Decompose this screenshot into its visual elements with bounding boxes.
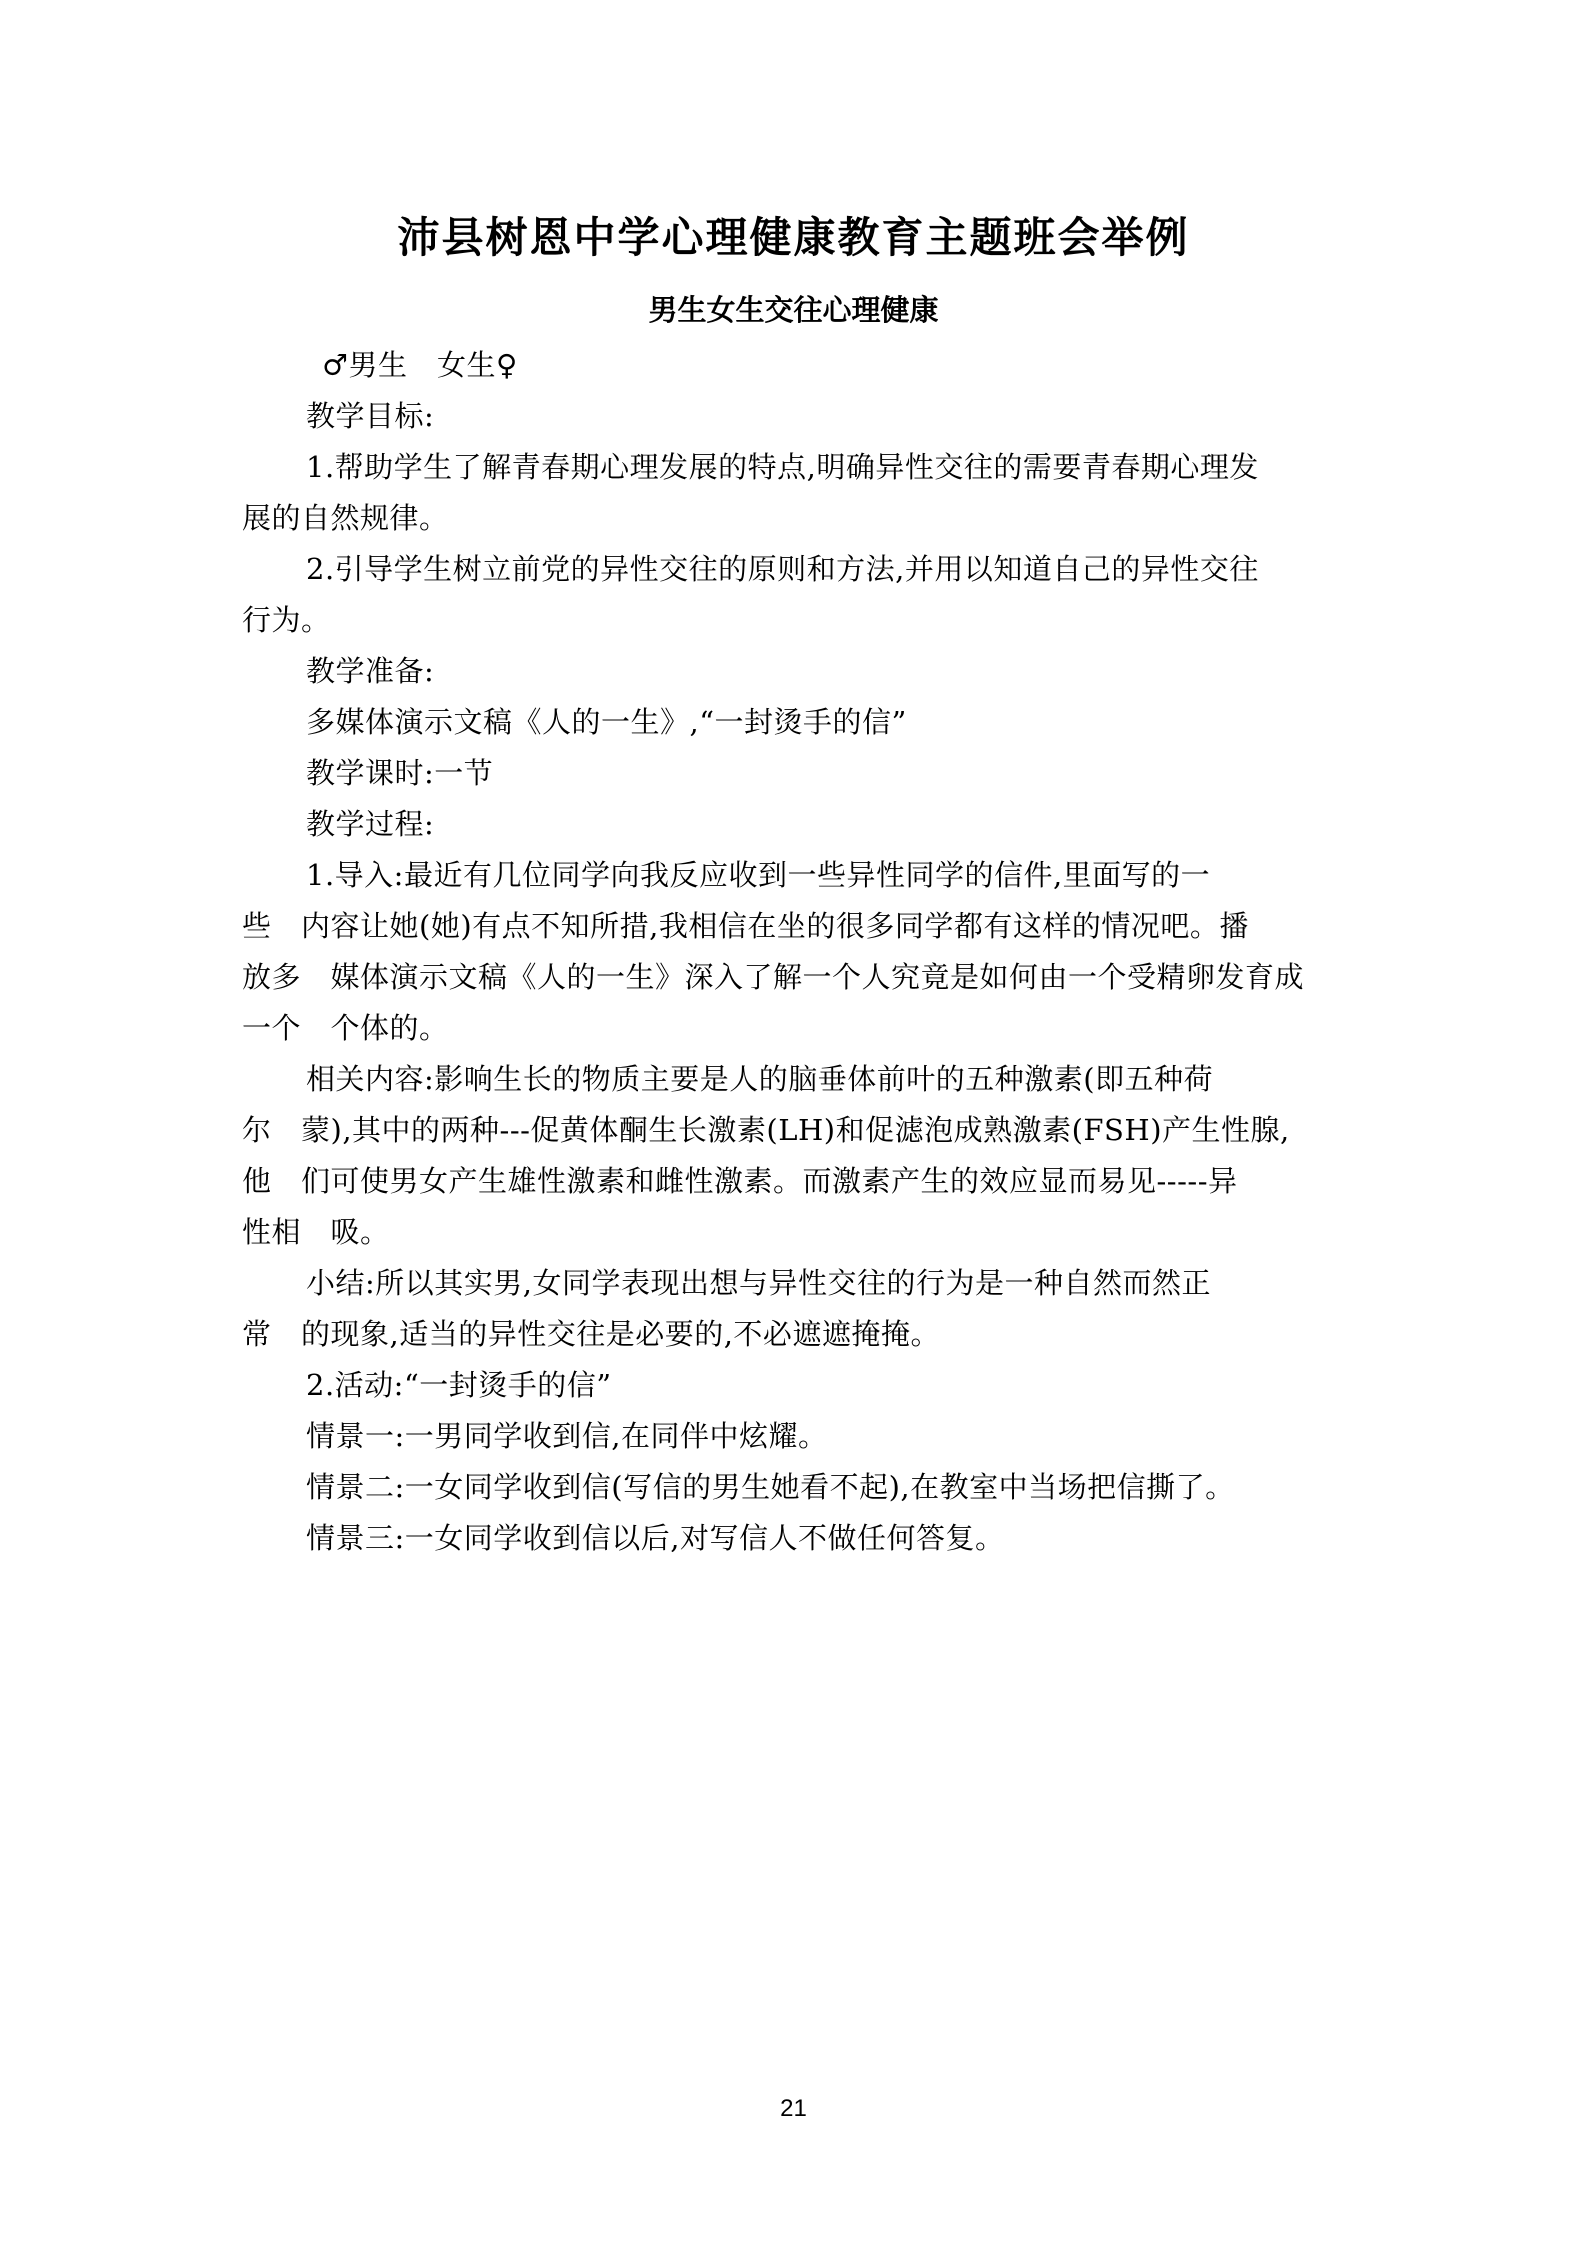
scenario-line: 情景二:一女同学收到信(写信的男生她看不起),在教室中当场把信撕了。: [306, 1470, 1235, 1504]
paragraph-line: 他 们可使男女产生雄性激素和雌性激素。而激素产生的效应显而易见-----异: [242, 1164, 1238, 1198]
paragraph-line: 性相 吸。: [242, 1215, 390, 1249]
scenario-line: 情景三:一女同学收到信以后,对写信人不做任何答复。: [306, 1521, 1005, 1555]
paragraph-line: 尔 蒙),其中的两种---促黄体酮生长激素(LH)和促滤泡成熟激素(FSH)产生性腺,: [242, 1113, 1290, 1147]
paragraph-line: 2.活动:“一封烫手的信”: [306, 1368, 612, 1402]
paragraph-line: 多媒体演示文稿《人的一生》,“一封烫手的信”: [306, 705, 907, 739]
section-heading-preparation: 教学准备:: [306, 654, 435, 688]
paragraph-line: 1.导入:最近有几位同学向我反应收到一些异性同学的信件,里面写的一: [306, 858, 1211, 892]
document-title: 沛县树恩中学心理健康教育主题班会举例: [397, 213, 1190, 262]
section-heading-goals: 教学目标:: [306, 399, 435, 433]
section-heading-duration: 教学课时:一节: [306, 756, 494, 790]
paragraph-line: 些 内容让她(她)有点不知所措,我相信在坐的很多同学都有这样的情况吧。播: [242, 909, 1249, 943]
document-subtitle: 男生女生交往心理健康: [648, 293, 939, 327]
paragraph-line: 放多 媒体演示文稿《人的一生》深入了解一个人究竟是如何由一个受精卵发育成: [242, 960, 1305, 994]
scenario-line: 情景一:一男同学收到信,在同伴中炫耀。: [306, 1419, 828, 1453]
paragraph-line: 常 的现象,适当的异性交往是必要的,不必遮遮掩掩。: [242, 1317, 940, 1351]
document-body: [242, 340, 1362, 1564]
paragraph-line: 展的自然规律。: [242, 501, 449, 535]
paragraph-line: 相关内容:影响生长的物质主要是人的脑垂体前叶的五种激素(即五种荷: [306, 1062, 1214, 1096]
section-heading-process: 教学过程:: [306, 807, 435, 841]
paragraph-line: 2.引导学生树立前党的异性交往的原则和方法,并用以知道自己的异性交往: [306, 552, 1259, 586]
paragraph-line: 小结:所以其实男,女同学表现出想与异性交往的行为是一种自然而然正: [306, 1266, 1211, 1300]
page-number: 21: [780, 2095, 807, 2122]
paragraph-line: 行为。: [242, 603, 331, 637]
paragraph-line: 1.帮助学生了解青春期心理发展的特点,明确异性交往的需要青春期心理发: [306, 450, 1259, 484]
paragraph-line: 一个 个体的。: [242, 1011, 449, 1045]
gender-symbols-line: ♂男生 女生♀: [322, 348, 518, 382]
